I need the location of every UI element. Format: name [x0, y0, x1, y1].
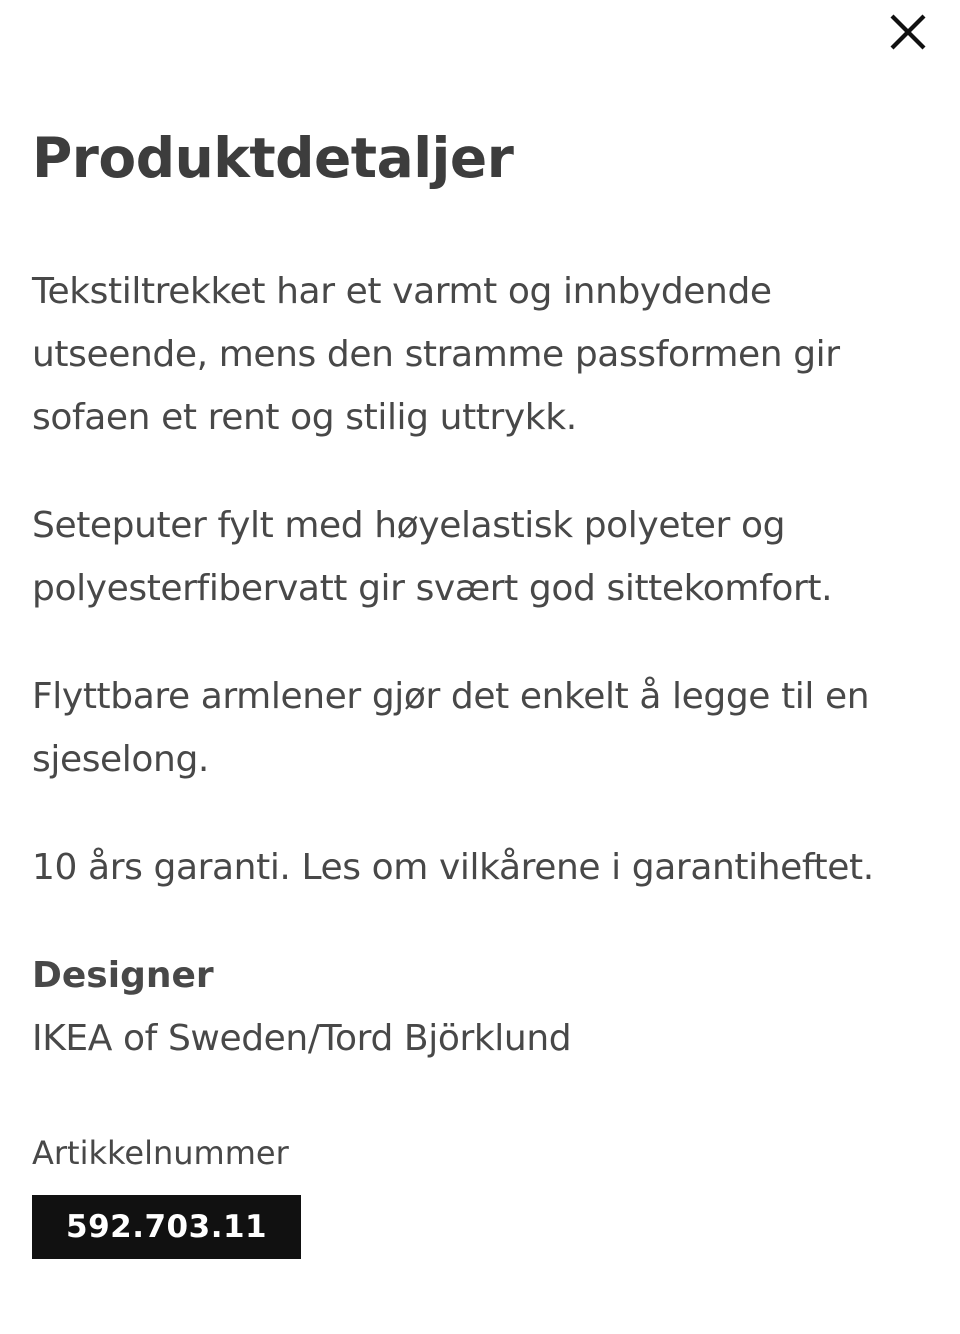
warranty-paragraph: 10 års garanti. Les om vilkårene i garantiheftet.: [32, 847, 874, 888]
designer-name: IKEA of Sweden/Tord Björklund: [32, 1018, 572, 1059]
article-number-badge: 592.703.11: [32, 1195, 301, 1259]
description-paragraph: Seteputer fylt med høyelastisk polyeter og polyesterfibervatt gir svært god sittekomfort.: [32, 505, 833, 609]
product-details-panel: [32, 118, 932, 1259]
page-title: Produktdetaljer: [32, 126, 514, 190]
article-number-label: Artikkelnummer: [32, 1134, 289, 1172]
description-paragraph: Flyttbare armlener gjør det enkelt å legge til en sjeselong.: [32, 676, 870, 780]
designer-heading: Designer: [32, 955, 214, 996]
description-paragraph: Tekstiltrekket har et varmt og innbydende utseende, mens den stramme passformen gir sofaen et rent og stilig uttrykk.: [32, 271, 840, 438]
close-icon: [888, 12, 928, 52]
close-button[interactable]: [882, 6, 934, 58]
